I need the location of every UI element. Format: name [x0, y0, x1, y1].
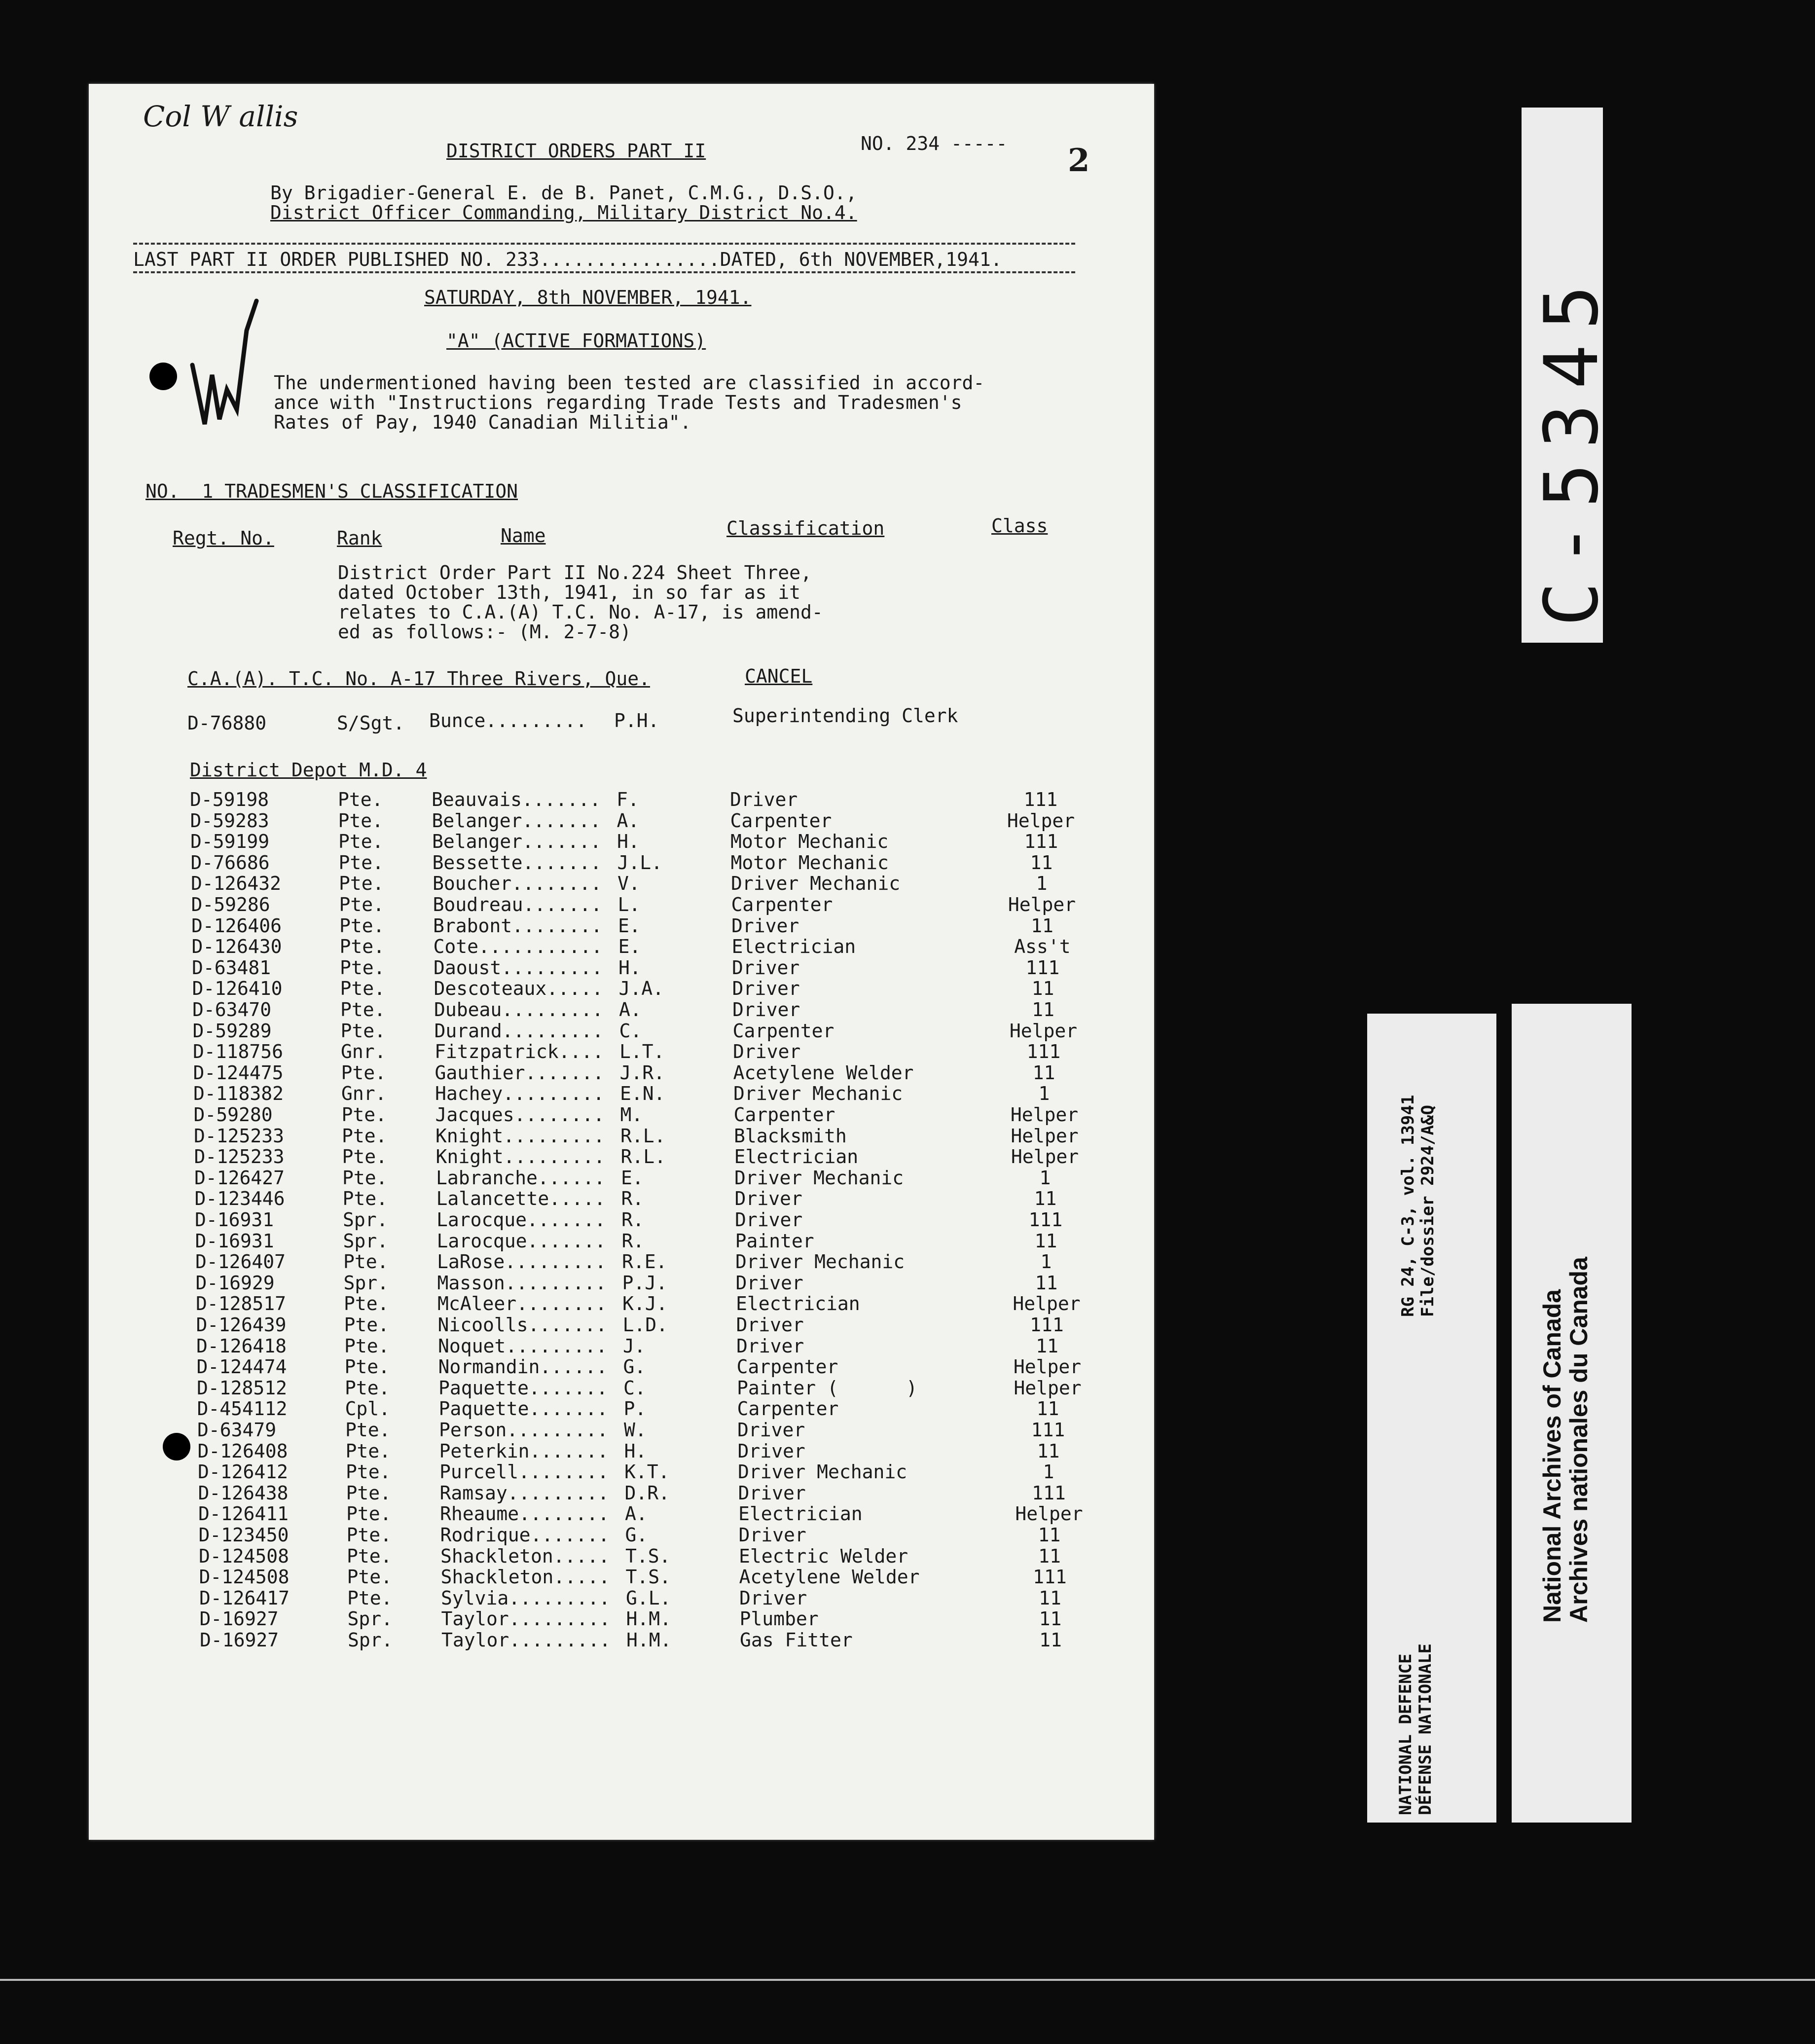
row-trade: Driver	[732, 956, 800, 979]
row-class: Helper	[1010, 1104, 1079, 1126]
row-initials: C.	[623, 1377, 646, 1399]
row-class: Ass't	[1014, 936, 1071, 958]
row-class: 1	[1036, 873, 1048, 895]
row-rank: Gnr.	[341, 1041, 386, 1063]
row-trade: Electrician	[738, 1503, 863, 1525]
row-class: 11	[1039, 1587, 1061, 1609]
archive-ref-1: RG 24, C-3, vol. 13941	[1398, 1095, 1418, 1317]
row-class: Helper	[1008, 894, 1076, 915]
row-rank: Pte.	[340, 978, 386, 1000]
row-class: 11	[1036, 1335, 1058, 1357]
row-name: Belanger.......	[432, 831, 602, 853]
row-trade: Driver	[732, 978, 800, 1000]
row-name: Lalancette.....	[436, 1188, 606, 1210]
row-class: 11	[1032, 1061, 1055, 1084]
row-regt-no: D-125233	[194, 1146, 285, 1168]
row-regt-no: D-124508	[199, 1545, 290, 1567]
row-regt-no: D-123446	[194, 1188, 285, 1210]
row-name: Hachey.........	[435, 1083, 605, 1105]
row-rank: Pte.	[342, 1125, 387, 1147]
row-regt-no: D-59283	[190, 809, 269, 832]
row-class: 11	[1031, 978, 1054, 1000]
row-name: Masson.........	[437, 1272, 607, 1294]
row-class: 11	[1039, 1608, 1062, 1630]
row-trade: Driver	[732, 999, 800, 1021]
handwritten-note: Col W allis	[143, 100, 298, 133]
row-name: Belanger.......	[432, 809, 601, 832]
row-class: 111	[1025, 956, 1060, 979]
row-regt-no: D-59289	[192, 1020, 272, 1042]
row-initials: L.T.	[619, 1041, 665, 1063]
row-initials: A.	[619, 999, 642, 1021]
col-rank: Rank	[337, 527, 382, 549]
row-class: 1	[1040, 1251, 1052, 1273]
row-initials: J.R.	[619, 1061, 665, 1084]
row-name: Daoust.........	[434, 956, 603, 979]
cancel-row-no: D-76880	[187, 712, 267, 734]
row-trade: Driver	[735, 1209, 803, 1231]
row-initials: D.R.	[624, 1482, 670, 1504]
row-rank: Pte.	[346, 1524, 392, 1546]
row-class: 11	[1034, 1230, 1057, 1252]
row-trade: Acetylene Welder	[733, 1061, 914, 1084]
row-trade: Driver Mechanic	[738, 1461, 908, 1483]
row-rank: Spr.	[343, 1272, 389, 1294]
row-name: Person.........	[439, 1419, 609, 1441]
row-name: Cote...........	[433, 936, 603, 958]
row-regt-no: D-63470	[192, 999, 272, 1021]
row-rank: Pte.	[338, 809, 384, 832]
row-trade: Driver Mechanic	[731, 873, 901, 895]
row-regt-no: D-126411	[198, 1503, 289, 1525]
row-class: 11	[1037, 1440, 1060, 1462]
row-rank: Pte.	[342, 1167, 388, 1189]
row-class: Helper	[1014, 1377, 1082, 1399]
row-initials: G.	[623, 1356, 646, 1378]
row-initials: W.	[624, 1419, 647, 1441]
row-rank: Pte.	[342, 1188, 388, 1210]
row-trade: Painter	[735, 1230, 814, 1252]
row-rank: Cpl.	[345, 1398, 391, 1420]
row-initials: G.	[625, 1524, 648, 1546]
separator-top	[133, 243, 1075, 245]
row-trade: Driver	[731, 914, 799, 937]
row-trade: Motor Mechanic	[730, 851, 889, 874]
row-rank: Pte.	[339, 936, 385, 958]
row-regt-no: D-126418	[196, 1335, 287, 1357]
dept-fr: DÉFENSE NATIONALE	[1416, 1643, 1435, 1815]
row-rank: Pte.	[346, 1503, 392, 1525]
row-class: 11	[1031, 914, 1053, 937]
document-title: DISTRICT ORDERS PART II	[446, 140, 706, 162]
row-regt-no: D-126408	[197, 1440, 288, 1462]
row-trade: Carpenter	[731, 894, 833, 915]
cancel-row-initials: P.H.	[614, 710, 659, 731]
row-trade: Carpenter	[736, 1356, 838, 1378]
row-name: Knight.........	[436, 1146, 605, 1168]
row-rank: Gnr.	[341, 1083, 387, 1105]
row-trade: Plumber	[739, 1608, 819, 1630]
row-regt-no: D-59198	[190, 789, 269, 810]
row-initials: H.M.	[626, 1629, 672, 1651]
row-initials: P.	[623, 1398, 647, 1420]
row-name: Descoteaux.....	[434, 978, 603, 1000]
row-regt-no: D-126407	[195, 1251, 286, 1273]
row-regt-no: D-125233	[194, 1125, 285, 1147]
amend-line-2: dated October 13th, 1941, in so far as it	[338, 582, 800, 603]
row-class: 11	[1038, 1545, 1061, 1567]
row-name: Bessette.......	[432, 851, 602, 874]
amend-line-4: ed as follows:- (M. 2-7-8)	[338, 621, 631, 643]
row-trade: Acetylene Welder	[739, 1566, 920, 1588]
row-name: Rodrique.......	[440, 1524, 610, 1546]
row-name: Sylvia.........	[441, 1587, 611, 1609]
row-class: 1	[1039, 1167, 1051, 1189]
row-class: 11	[1034, 1188, 1057, 1210]
row-rank: Pte.	[342, 1146, 388, 1168]
row-rank: Pte.	[341, 1061, 387, 1084]
row-name: Boucher........	[433, 873, 602, 895]
row-initials: A.	[617, 809, 640, 832]
row-regt-no: D-16931	[195, 1230, 274, 1252]
row-initials: J.	[623, 1335, 646, 1357]
row-regt-no: D-124474	[196, 1356, 287, 1378]
row-class: Helper	[1013, 1293, 1081, 1315]
row-trade: Driver	[733, 1041, 801, 1063]
row-regt-no: D-63481	[192, 956, 271, 979]
cancel-label: CANCEL	[745, 665, 813, 687]
row-trade: Driver	[736, 1314, 804, 1336]
row-trade: Motor Mechanic	[730, 831, 889, 853]
page-number: 2	[1068, 142, 1090, 179]
row-name: Larocque.......	[436, 1230, 606, 1252]
row-class: 1	[1038, 1083, 1050, 1105]
row-name: Gauthier.......	[435, 1061, 604, 1084]
row-name: Boudreau.......	[433, 894, 602, 915]
row-initials: A.	[625, 1503, 648, 1525]
row-trade: Driver	[738, 1482, 806, 1504]
row-class: Helper	[1009, 1020, 1078, 1042]
row-regt-no: D-123450	[198, 1524, 289, 1546]
row-trade: Driver	[734, 1188, 802, 1210]
intro-line-2: ance with "Instructions regarding Trade Tests and Tradesmen's	[274, 392, 962, 413]
row-trade: Driver	[735, 1272, 803, 1294]
row-rank: Pte.	[347, 1545, 392, 1567]
row-class: 11	[1032, 999, 1054, 1021]
row-initials: H.	[617, 831, 640, 853]
row-class: Helper	[1015, 1503, 1083, 1525]
row-rank: Pte.	[339, 894, 385, 915]
row-rank: Spr.	[343, 1230, 389, 1252]
row-regt-no: D-126417	[199, 1587, 290, 1609]
row-regt-no: D-16927	[200, 1629, 279, 1651]
row-name: Brabont........	[433, 914, 603, 937]
row-trade: Driver Mechanic	[733, 1083, 903, 1105]
row-name: Labranche......	[436, 1167, 606, 1189]
row-rank: Pte.	[344, 1335, 390, 1357]
row-rank: Pte.	[345, 1419, 391, 1441]
row-initials: E.	[618, 914, 641, 937]
cancel-row-trade: Superintending Clerk	[732, 705, 958, 727]
row-rank: Pte.	[339, 873, 384, 895]
tradesmen-heading: NO. 1 TRADESMEN'S CLASSIFICATION	[145, 480, 518, 502]
row-rank: Pte.	[343, 1251, 389, 1273]
row-trade: Driver	[737, 1419, 805, 1441]
row-class: 11	[1030, 851, 1053, 874]
row-initials: E.	[618, 936, 641, 958]
row-regt-no: D-59286	[191, 894, 270, 915]
row-regt-no: D-126432	[191, 873, 282, 895]
row-initials: J.A.	[618, 978, 664, 1000]
row-rank: Pte.	[340, 1020, 386, 1042]
row-name: Larocque.......	[436, 1209, 606, 1231]
row-initials: R.L.	[620, 1125, 666, 1147]
film-edge-line	[0, 1979, 1815, 1981]
last-order-line: LAST PART II ORDER PUBLISHED NO. 233................DATED, 6th NOVEMBER,1941.	[133, 249, 1002, 270]
separator-bottom	[133, 271, 1075, 273]
cancel-row-rank: S/Sgt.	[337, 712, 405, 734]
row-rank: Spr.	[347, 1608, 393, 1630]
row-initials: C.	[619, 1020, 642, 1042]
punch-hole-bottom	[163, 1433, 190, 1460]
row-name: Beauvais.......	[432, 789, 601, 810]
row-rank: Spr.	[348, 1629, 393, 1651]
row-initials: H.M.	[626, 1608, 672, 1630]
row-rank: Pte.	[338, 789, 383, 810]
col-class: Class	[991, 515, 1048, 537]
row-regt-no: D-454112	[197, 1398, 288, 1420]
row-regt-no: D-126438	[198, 1482, 289, 1504]
row-initials: T.S.	[625, 1566, 671, 1588]
row-trade: Carpenter	[733, 1104, 835, 1126]
row-class: 11	[1038, 1524, 1061, 1546]
archives-en: National Archives of Canada	[1538, 1289, 1566, 1623]
row-name: Durand.........	[434, 1020, 604, 1042]
row-name: McAleer........	[437, 1293, 607, 1315]
row-rank: Pte.	[345, 1440, 391, 1462]
order-number: NO. 234 -----	[861, 133, 1008, 154]
row-rank: Pte.	[345, 1377, 390, 1399]
row-trade: Driver Mechanic	[735, 1251, 905, 1273]
row-class: 111	[1024, 831, 1058, 853]
row-name: Shackleton.....	[440, 1566, 610, 1588]
row-initials: V.	[617, 873, 640, 895]
row-trade: Electrician	[736, 1293, 860, 1315]
row-name: Rheaume........	[440, 1503, 610, 1525]
punch-hole-top	[149, 363, 177, 390]
row-class: 1	[1043, 1461, 1054, 1483]
row-initials: T.S.	[625, 1545, 671, 1567]
row-trade: Driver	[737, 1440, 805, 1462]
row-rank: Pte.	[338, 831, 384, 853]
col-name: Name	[501, 525, 546, 547]
row-regt-no: D-118756	[193, 1041, 284, 1063]
row-rank: Pte.	[344, 1356, 390, 1378]
row-regt-no: D-126430	[191, 936, 282, 958]
row-initials: R.	[621, 1230, 645, 1252]
row-trade: Blacksmith	[734, 1125, 847, 1147]
row-rank: Pte.	[347, 1566, 393, 1588]
row-class: Helper	[1011, 1146, 1079, 1168]
row-class: 111	[1028, 1209, 1063, 1231]
row-trade: Carpenter	[730, 809, 832, 832]
row-regt-no: D-126410	[192, 978, 283, 1000]
row-regt-no: D-16931	[195, 1209, 274, 1231]
depot-heading: District Depot M.D. 4	[190, 759, 427, 781]
row-initials: R.	[621, 1209, 644, 1231]
row-regt-no: D-63479	[197, 1419, 277, 1441]
dept-en: NATIONAL DEFENCE	[1396, 1653, 1416, 1815]
row-name: Shackleton.....	[440, 1545, 610, 1567]
reel-number: C-5345	[1529, 270, 1615, 626]
row-name: Knight.........	[436, 1125, 605, 1147]
row-name: Paquette.......	[438, 1398, 608, 1420]
row-name: Fitzpatrick....	[435, 1041, 604, 1063]
archives-fr: Archives nationales du Canada	[1565, 1257, 1593, 1623]
handwritten-initials	[182, 291, 281, 439]
row-initials: H.	[618, 956, 641, 979]
intro-line-3: Rates of Pay, 1940 Canadian Militia".	[274, 411, 691, 433]
row-regt-no: D-59199	[190, 831, 270, 853]
row-initials: R.L.	[620, 1146, 666, 1168]
row-rank: Pte.	[339, 914, 385, 937]
row-initials: K.J.	[622, 1293, 668, 1315]
row-regt-no: D-128517	[196, 1293, 287, 1315]
row-initials: H.	[624, 1440, 647, 1462]
row-trade: Carpenter	[732, 1020, 835, 1042]
intro-line-1: The undermentioned having been tested are classified in accord-	[274, 372, 985, 394]
row-class: 11	[1035, 1272, 1058, 1294]
row-regt-no: D-128512	[197, 1377, 288, 1399]
row-initials: F.	[617, 789, 639, 810]
row-name: Noquet.........	[438, 1335, 608, 1357]
row-name: Taylor.........	[441, 1629, 611, 1651]
row-name: Paquette.......	[438, 1377, 608, 1399]
row-initials: L.	[617, 894, 641, 915]
row-regt-no: D-118382	[193, 1083, 284, 1105]
row-rank: Pte.	[344, 1293, 389, 1315]
row-name: Ramsay.........	[439, 1482, 609, 1504]
issued-by-line-2: District Officer Commanding, Military District No.4.	[270, 202, 857, 223]
order-date: SATURDAY, 8th NOVEMBER, 1941.	[424, 287, 752, 308]
row-initials: G.L.	[626, 1587, 671, 1609]
row-class: 11	[1036, 1398, 1059, 1420]
row-rank: Pte.	[346, 1461, 391, 1483]
row-regt-no: D-16927	[199, 1608, 279, 1630]
row-rank: Pte.	[347, 1587, 393, 1609]
cancel-row-name: Bunce.........	[429, 710, 587, 731]
row-rank: Pte.	[340, 999, 386, 1021]
row-class: 111	[1023, 789, 1058, 810]
row-regt-no: D-16929	[195, 1272, 275, 1294]
row-initials: R.E.	[622, 1251, 667, 1273]
cancel-unit: C.A.(A). T.C. No. A-17 Three Rivers, Que.	[187, 668, 650, 690]
row-regt-no: D-124508	[199, 1566, 290, 1588]
row-class: Helper	[1011, 1125, 1079, 1147]
row-name: Jacques........	[435, 1104, 605, 1126]
row-regt-no: D-126439	[196, 1314, 287, 1336]
row-class: 11	[1039, 1629, 1062, 1651]
row-trade: Driver	[738, 1524, 806, 1546]
col-regt-no: Regt. No.	[173, 527, 274, 549]
row-class: 111	[1031, 1419, 1065, 1441]
row-name: Normandin......	[438, 1356, 608, 1378]
row-regt-no: D-126406	[191, 914, 282, 937]
row-trade: Electrician	[734, 1146, 859, 1168]
row-initials: L.D.	[622, 1314, 668, 1336]
row-initials: E.	[621, 1167, 644, 1189]
archive-ref-2: File/dossier 2924/A&Q	[1418, 1105, 1438, 1317]
row-rank: Pte.	[344, 1314, 390, 1336]
row-rank: Pte.	[346, 1482, 392, 1504]
row-name: Taylor.........	[441, 1608, 611, 1630]
row-class: Helper	[1007, 809, 1075, 832]
row-rank: Pte.	[338, 851, 384, 874]
amend-line-1: District Order Part II No.224 Sheet Three,	[338, 562, 812, 584]
row-initials: P.J.	[622, 1272, 668, 1294]
row-name: Dubeau.........	[434, 999, 604, 1021]
row-initials: J.L.	[617, 851, 663, 874]
row-name: Nicoolls.......	[437, 1314, 607, 1336]
section-heading: "A" (ACTIVE FORMATIONS)	[446, 330, 706, 352]
row-trade: Driver	[730, 789, 798, 810]
row-class: 111	[1032, 1482, 1066, 1504]
row-trade: Gas Fitter	[740, 1629, 853, 1651]
row-initials: E.N.	[620, 1083, 665, 1105]
row-class: 111	[1030, 1314, 1064, 1336]
row-trade: Painter ( )	[737, 1377, 918, 1399]
row-regt-no: D-126427	[194, 1167, 285, 1189]
row-rank: Spr.	[343, 1209, 388, 1231]
row-trade: Driver	[739, 1587, 807, 1609]
row-regt-no: D-126412	[198, 1461, 289, 1483]
row-class: Helper	[1013, 1356, 1082, 1378]
row-regt-no: D-124475	[193, 1061, 284, 1084]
col-classification: Classification	[726, 517, 885, 539]
row-trade: Carpenter	[737, 1398, 839, 1420]
amend-line-3: relates to C.A.(A) T.C. No. A-17, is amend-	[338, 601, 823, 623]
issued-by-line-1: By Brigadier-General E. de B. Panet, C.M.G., D.S.O.,	[270, 182, 857, 204]
row-name: LaRose.........	[437, 1251, 607, 1273]
row-trade: Electric Welder	[739, 1545, 908, 1567]
row-initials: K.T.	[624, 1461, 670, 1483]
row-initials: R.	[621, 1188, 644, 1210]
row-name: Purcell........	[439, 1461, 609, 1483]
row-name: Peterkin.......	[439, 1440, 609, 1462]
row-class: 111	[1026, 1041, 1061, 1063]
row-trade: Electrician	[731, 936, 856, 958]
row-rank: Pte.	[340, 956, 385, 979]
row-regt-no: D-76686	[190, 851, 270, 874]
row-rank: Pte.	[341, 1104, 387, 1126]
row-trade: Driver Mechanic	[734, 1167, 904, 1189]
row-regt-no: D-59280	[193, 1104, 273, 1126]
row-initials: M.	[620, 1104, 643, 1126]
row-class: 111	[1033, 1566, 1067, 1588]
row-trade: Driver	[736, 1335, 804, 1357]
